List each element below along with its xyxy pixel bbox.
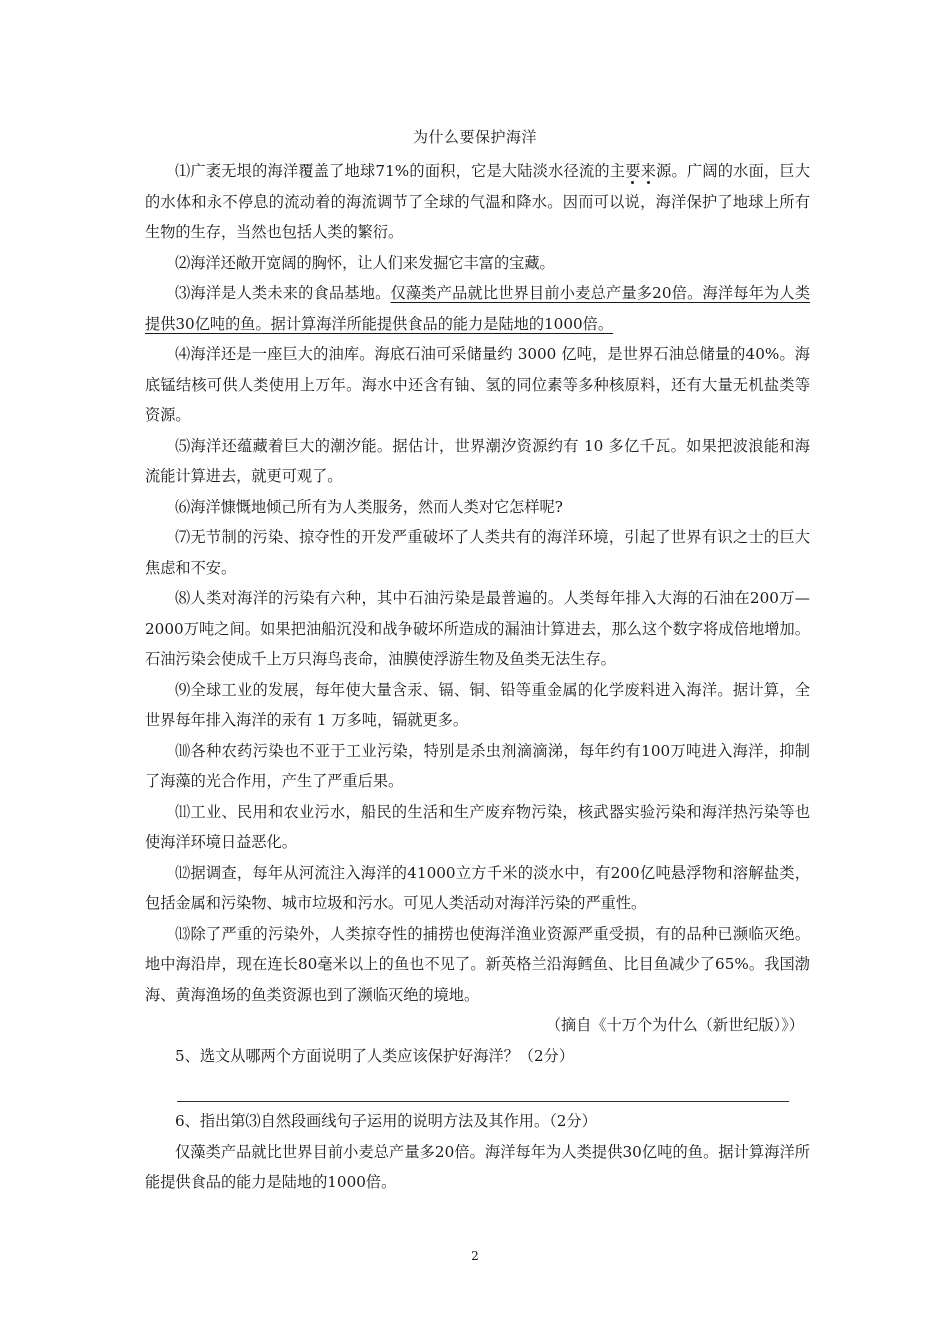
- paragraph-2: ⑵海洋还敞开宽阔的胸怀，让人们来发掘它丰富的宝藏。: [175, 253, 555, 272]
- question-5: 5、选文从哪两个方面说明了人类应该保护好海洋？（2分）: [175, 1046, 575, 1065]
- paragraph-3: [145, 278, 810, 339]
- paragraph-3-text: ⑶海洋是人类未来的食品基地。: [175, 284, 391, 302]
- paragraph-11: ⑾工业、民用和农业污水，船民的生活和生产废弃物污染，核武器实验污染和海洋热污染等也使海洋环境日益恶化。: [145, 802, 810, 851]
- paragraph-9: ⑼全球工业的发展，每年使大量含汞、镉、铜、铅等重金属的化学废料进入海洋。据计算，全世界每年排入海洋的汞有 1 万多吨，镉就更多。: [145, 680, 810, 729]
- question-6-quote: 仅藻类产品就比世界目前小麦总产量多20倍。海洋每年为人类提供30亿吨的鱼。据计算海洋所能提供食品的能力是陆地的1000倍。: [145, 1142, 810, 1191]
- paragraph-12: ⑿据调查，每年从河流注入海洋的41000立方千米的淡水中，有200亿吨悬浮物和溶解盐类，包括金属和污染物、城市垃圾和污水。可见人类活动对海洋污染的严重性。: [145, 863, 810, 912]
- paragraph-1-text: ⑴广袤无垠的海洋覆盖了地球71%的面积，它是大陆淡水径流的主: [175, 162, 626, 180]
- source-citation: （摘自《十万个为什么（新世纪版）》）: [545, 1016, 804, 1034]
- paragraph-6: ⑹海洋慷慨地倾己所有为人类服务，然而人类对它怎样呢?: [175, 497, 563, 516]
- paragraph-1-text: 源。广阔的水面，巨大的水体和永不停息的流动着的海流调节了全球的气温和降水。因而可以说，海洋保护了地球上所有生物的生存，当然也包括人类的繁衍。: [145, 162, 811, 241]
- page-number: 2: [471, 1249, 479, 1263]
- paragraph-7: ⑺无节制的污染、掠夺性的开发严重破坏了人类共有的海洋环境，引起了世界有识之士的巨大焦虑和不安。: [145, 528, 810, 577]
- paragraph-4: ⑷海洋还是一座巨大的油库。海底石油可采储量约 3000 亿吨，是世界石油总储量的40%。海底锰结核可供人类使用上万年。海水中还含有铀、氢的同位素等多种核原料，还有大量无机盐类等资源。: [145, 345, 810, 424]
- paragraph-13: ⒀除了严重的污染外，人类掠夺性的捕捞也使海洋渔业资源严重受损，有的品种已濒临灭绝。地中海沿岸，现在连长80毫米以上的鱼也不见了。新英格兰沿海鳕鱼、比目鱼减少了65%。我国渤海、黄海渔场的鱼类资源也到了濒临灭绝的境地。: [145, 924, 810, 1004]
- paragraph-5: ⑸海洋还蕴藏着巨大的潮汐能。据估计，世界潮汐资源约有 10 多亿千瓦。如果把波浪能和海流能计算进去，就更可观了。: [145, 436, 810, 485]
- underlined-sentence: 仅藻类产品就比世界目前小麦总产量多20倍。海洋每年为人类提供30亿吨的鱼。据计算海洋所能提供食品的能力是陆地的1000倍。: [145, 284, 811, 333]
- article-title: 为什么要保护海洋: [412, 128, 537, 146]
- answer-line[interactable]: [177, 1071, 789, 1102]
- paragraph-10: ⑽各种农药污染也不亚于工业污染，特别是杀虫剂滴滴涕，每年约有100万吨进入海洋，抑制了海藻的光合作用，产生了严重后果。: [145, 741, 810, 790]
- emphasis-dot: 要: [625, 162, 641, 180]
- paragraph-1: [145, 156, 810, 248]
- question-6: 6、指出第⑶自然段画线句子运用的说明方法及其作用。（2分）: [175, 1112, 597, 1130]
- article-body: [145, 156, 810, 1198]
- emphasis-dot: 来: [640, 162, 657, 180]
- paragraph-8: ⑻人类对海洋的污染有六种，其中石油污染是最普遍的。人类每年排入大海的石油在200万—2000万吨之间。如果把油船沉没和战争破坏所造成的漏油计算进去，那么这个数字将成倍地增加。石油污染会使成千上万只海鸟丧命，油膜使浮游生物及鱼类无法生存。: [145, 589, 810, 668]
